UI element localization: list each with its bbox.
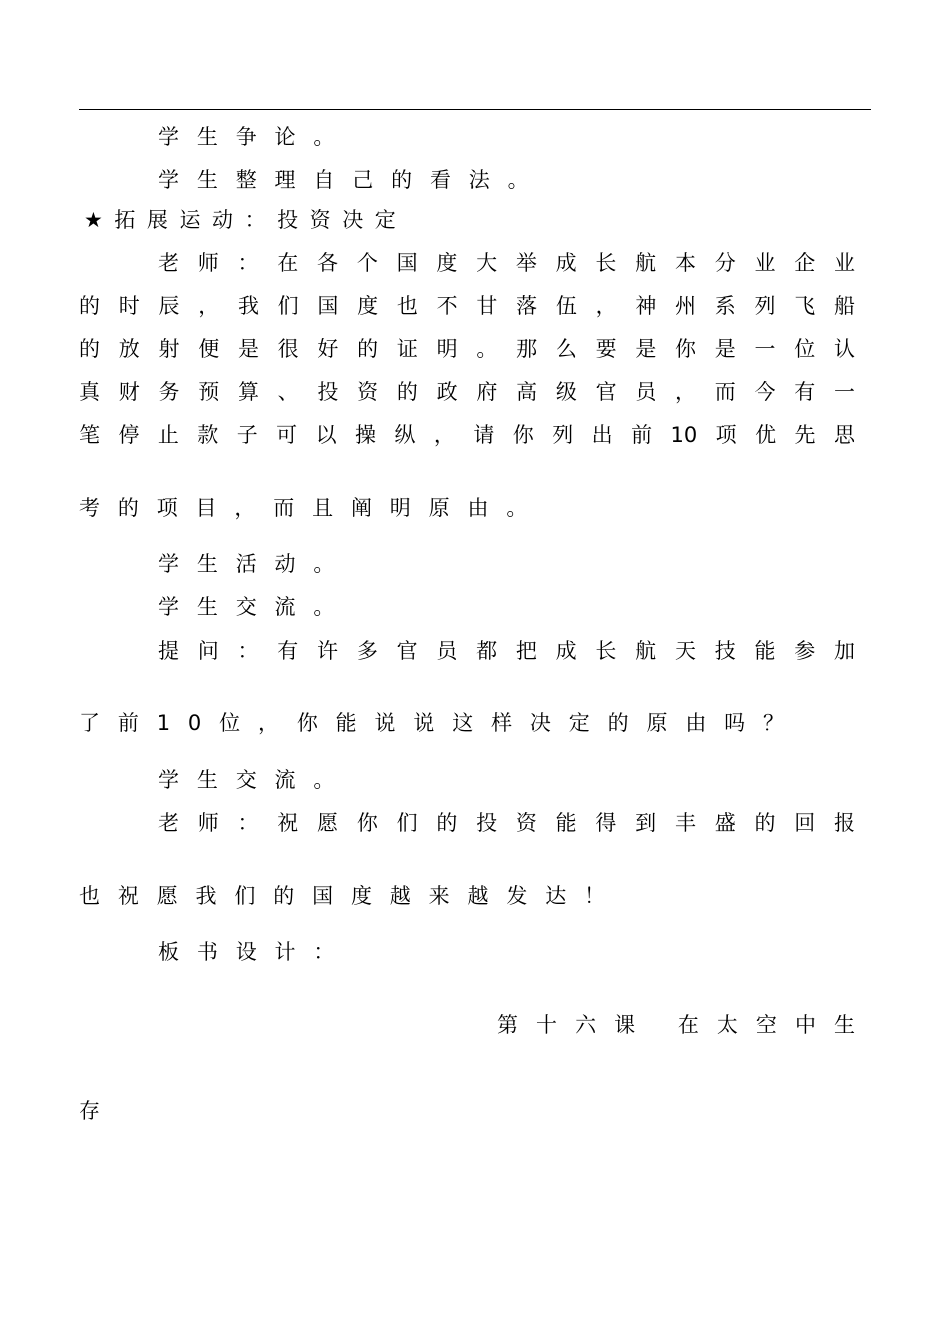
text-line-13: 了前10位，你能说说这样决定的原由吗？ xyxy=(79,711,802,735)
section-heading: ★拓展运动：投资决定 xyxy=(84,208,408,232)
board-title-line: 第十六课 在太空中生 xyxy=(497,1013,855,1037)
text-line-7: 真财务预算、投资的政府高级官员，而今有一 xyxy=(79,380,855,404)
header-rule xyxy=(79,109,871,110)
text-line-6: 的放射便是很好的证明。那么要是你是一位认 xyxy=(79,337,855,361)
text-line-2: 学生整理自己的看法。 xyxy=(158,168,547,192)
text-line-1: 学生争论。 xyxy=(158,125,353,149)
text-line-10: 学生活动。 xyxy=(158,552,353,576)
text-line-11: 学生交流。 xyxy=(158,595,353,619)
text-line-8: 笔停止款子可以操纵，请你列出前10项优先思 xyxy=(79,423,855,447)
text-line-15: 老师：祝愿你们的投资能得到丰盛的回报 xyxy=(158,811,855,835)
text-line-4: 老师：在各个国度大举成长航本分业企业 xyxy=(158,251,855,275)
text-line-16: 也祝愿我们的国度越来越发达！ xyxy=(79,884,623,908)
text-line-12: 提问：有许多官员都把成长航天技能参加 xyxy=(158,639,855,663)
text-line-5: 的时辰，我们国度也不甘落伍，神州系列飞船 xyxy=(79,294,855,318)
text-line-14: 学生交流。 xyxy=(158,768,353,792)
board-design-label: 板书设计： xyxy=(158,940,353,964)
text-line-9: 考的项目，而且阐明原由。 xyxy=(79,496,546,520)
board-title-continuation: 存 xyxy=(79,1099,118,1123)
